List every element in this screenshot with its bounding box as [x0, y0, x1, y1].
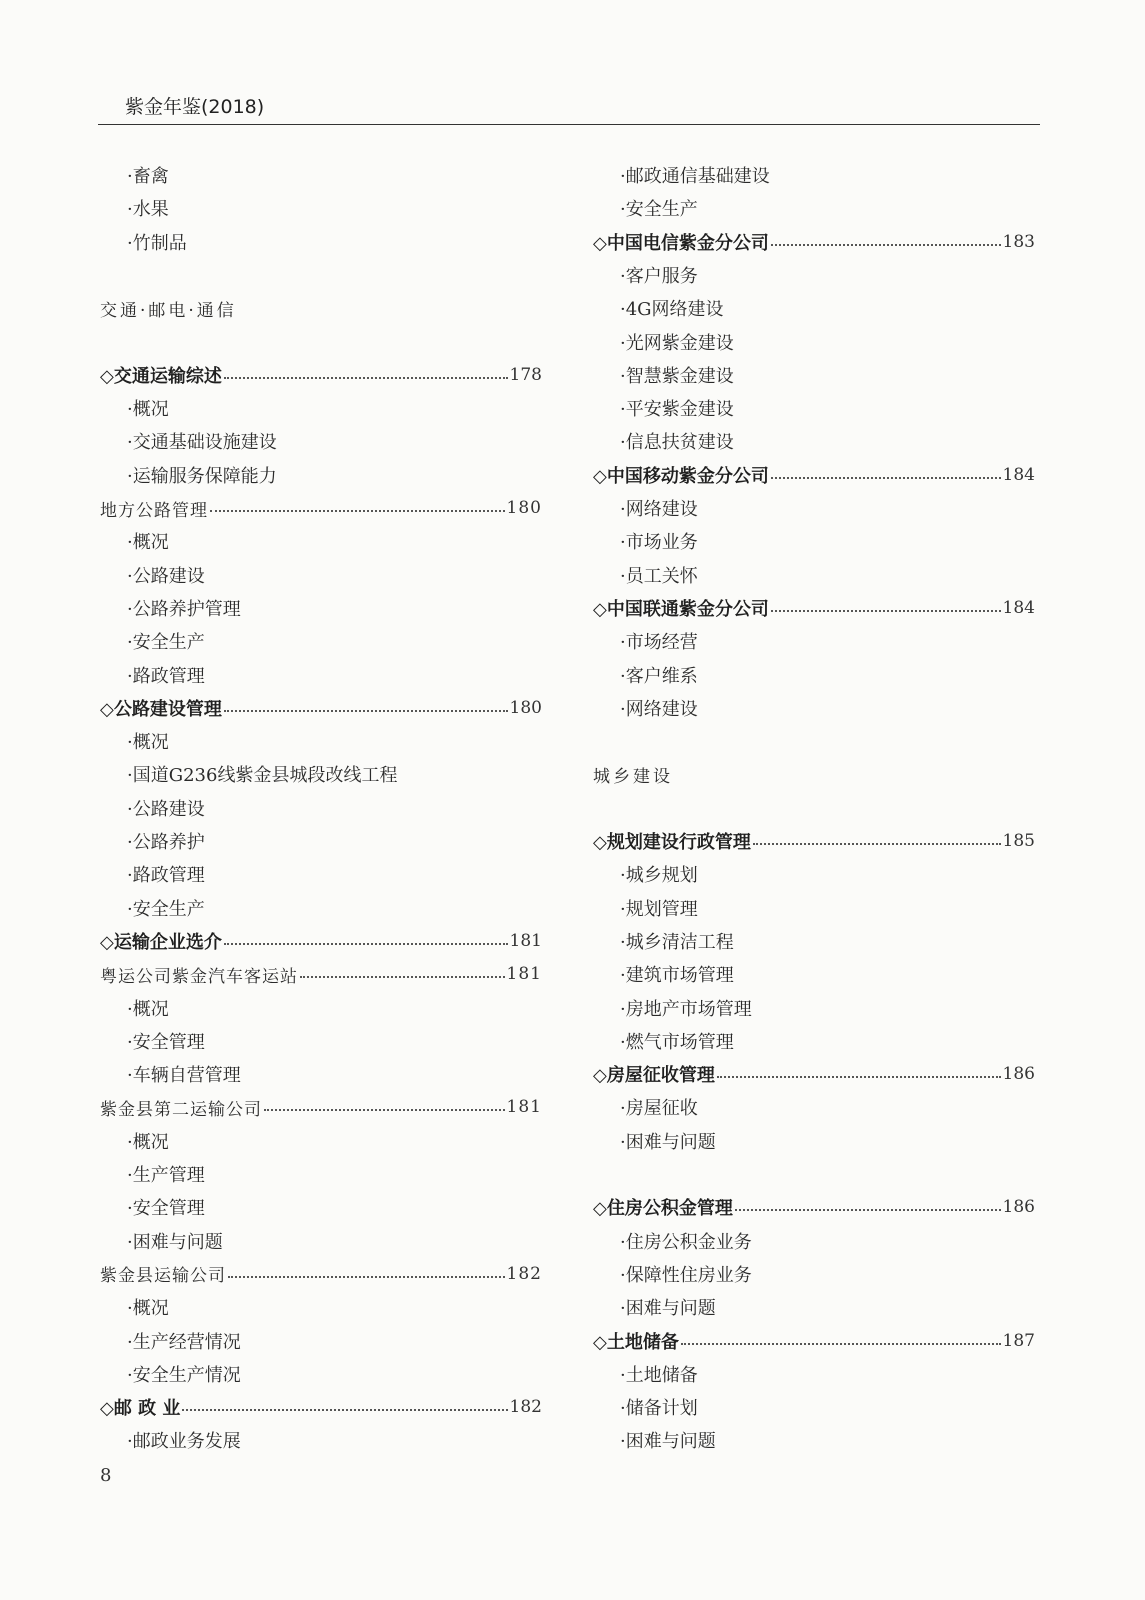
toc-item [593, 926, 1035, 956]
toc-entry-label: ·概况 [127, 532, 169, 554]
toc-page-number: 181 [506, 964, 542, 985]
toc-entry-label: ·储备计划 [620, 1398, 698, 1420]
toc-entry-label: ·运输服务保障能力 [127, 465, 277, 487]
toc-item [593, 1126, 1035, 1156]
toc-item [593, 893, 1035, 923]
toc-entry-label: ◇规划建设行政管理 [593, 832, 751, 853]
toc-page-number: 181 [509, 930, 542, 951]
toc-section-heading [593, 227, 1035, 257]
toc-item [593, 1092, 1035, 1122]
toc-entry-label: ·生产经营情况 [127, 1331, 241, 1353]
toc-entry-label: ◇土地储备 [593, 1331, 679, 1353]
toc-entry-label: ·安全管理 [127, 1031, 205, 1053]
toc-entry-label: ·交通基础设施建设 [127, 432, 277, 454]
toc-section-heading [100, 360, 542, 390]
dot-leader [224, 377, 508, 379]
toc-section-heading [593, 1059, 1035, 1089]
toc-item [100, 526, 542, 556]
toc-page-number: 186 [1002, 1064, 1035, 1085]
dot-leader [182, 1409, 507, 1411]
toc-item [593, 260, 1035, 290]
toc-page-number: 182 [509, 1397, 542, 1418]
toc-entry-label: ·土地储备 [620, 1364, 698, 1386]
dot-leader [224, 943, 508, 945]
toc-item [593, 426, 1035, 456]
toc-item [100, 1192, 542, 1222]
page-number: 8 [100, 1465, 112, 1486]
toc-page-number: 181 [506, 1097, 542, 1118]
toc-entry-label: ·安全生产情况 [127, 1364, 241, 1386]
toc-entry-label: ◇中国移动紫金分公司 [593, 465, 769, 487]
toc-entry-label: ◇中国联通紫金分公司 [593, 598, 769, 620]
toc-item [593, 1259, 1035, 1289]
toc-entry-label: ·安全管理 [127, 1198, 205, 1220]
toc-entry-label: ·建筑市场管理 [620, 965, 734, 987]
toc-item [593, 693, 1035, 723]
toc-page-number: 187 [1002, 1330, 1035, 1351]
header-divider [98, 124, 1040, 125]
toc-entry-label: ·保障性住房业务 [620, 1264, 752, 1286]
toc-page-number: 186 [1002, 1197, 1035, 1218]
dot-leader [717, 1076, 1001, 1078]
toc-entry-label: ·安全生产 [620, 199, 698, 221]
toc-spacer [100, 260, 542, 290]
toc-item [100, 160, 542, 190]
toc-entry-label: ·邮政通信基础建设 [620, 166, 770, 187]
dot-leader [224, 710, 508, 712]
toc-entry-label: ·客户服务 [620, 265, 698, 287]
toc-item [593, 1359, 1035, 1389]
toc-spacer [593, 793, 1035, 823]
toc-category-title [100, 293, 542, 323]
toc-subsection [100, 1259, 542, 1289]
toc-entry-label: ·平安紫金建设 [620, 399, 734, 421]
toc-entry-label: ·燃气市场管理 [620, 1031, 734, 1053]
toc-item [593, 1392, 1035, 1422]
running-header-title: 紫金年鉴(2018) [125, 96, 265, 118]
toc-item [100, 1026, 542, 1056]
toc-item [100, 1425, 542, 1455]
toc-entry-label: ·房屋征收 [620, 1098, 698, 1120]
toc-section-heading [593, 593, 1035, 623]
toc-category-title [593, 759, 1035, 789]
toc-entry-label: ·市场经营 [620, 632, 698, 654]
toc-entry-label: ·智慧紫金建设 [620, 365, 734, 387]
toc-item [100, 826, 542, 856]
toc-entry-label: ◇公路建设管理 [100, 698, 222, 720]
toc-item [593, 493, 1035, 523]
toc-entry-label: ·概况 [127, 1298, 169, 1320]
toc-entry-label: ·客户维系 [620, 665, 698, 687]
toc-item [593, 360, 1035, 390]
toc-entry-label: ·竹制品 [127, 232, 187, 254]
toc-entry-label: ·车辆自营管理 [127, 1065, 241, 1087]
toc-entry-label: ·网络建设 [620, 698, 698, 720]
dot-leader [210, 510, 505, 512]
toc-item [593, 293, 1035, 323]
toc-entry-label: ·光网紫金建设 [620, 332, 734, 354]
toc-entry-label: ·困难与问题 [127, 1231, 223, 1253]
toc-entry-label: ·畜禽 [127, 166, 169, 187]
toc-item [593, 959, 1035, 989]
toc-item [100, 1159, 542, 1189]
dot-leader [300, 976, 505, 978]
toc-section-heading [593, 460, 1035, 490]
toc-item [593, 859, 1035, 889]
toc-section-heading [593, 1326, 1035, 1356]
toc-item [100, 726, 542, 756]
toc-subsection [100, 959, 542, 989]
toc-entry-label: ◇中国电信紫金分公司 [593, 232, 769, 254]
toc-subsection [100, 1092, 542, 1122]
toc-item [593, 1292, 1035, 1322]
toc-item [593, 193, 1035, 223]
toc-item [100, 1326, 542, 1356]
toc-item [100, 593, 542, 623]
toc-entry-label: 地方公路管理 [100, 500, 208, 521]
dot-leader [264, 1109, 505, 1111]
dot-leader [735, 1209, 1001, 1211]
toc-item [593, 1425, 1035, 1455]
toc-entry-label: ·住房公积金业务 [620, 1231, 752, 1253]
toc-entry-label: ·水果 [127, 199, 169, 221]
toc-entry-label: ·规划管理 [620, 898, 698, 920]
dot-leader [681, 1343, 1001, 1345]
toc-item [593, 160, 1035, 190]
toc-entry-label: ◇邮 政 业 [100, 1398, 181, 1420]
toc-item [100, 1126, 542, 1156]
toc-item [100, 859, 542, 889]
toc-entry-label: 城乡建设 [593, 766, 673, 787]
toc-spacer [100, 327, 542, 357]
toc-item [593, 626, 1035, 656]
toc-entry-label: ·路政管理 [127, 665, 205, 687]
dot-leader [228, 1276, 505, 1278]
toc-page-number: 178 [509, 364, 542, 385]
toc-entry-label: ·概况 [127, 998, 169, 1020]
dot-leader [771, 244, 1001, 246]
toc-page-number: 180 [506, 498, 542, 518]
toc-entry-label: ·困难与问题 [620, 1431, 716, 1453]
toc-entry-label: ·房地产市场管理 [620, 998, 752, 1020]
toc-entry-label: ·安全生产 [127, 632, 205, 654]
toc-item [100, 759, 542, 789]
toc-page-number: 184 [1002, 464, 1035, 485]
toc-item [100, 626, 542, 656]
toc-item [593, 560, 1035, 590]
toc-item [593, 327, 1035, 357]
toc-item [100, 393, 542, 423]
toc-entry-label: ·概况 [127, 1131, 169, 1153]
toc-item [100, 426, 542, 456]
toc-entry-label: 粤运公司紫金汽车客运站 [100, 966, 298, 987]
toc-item [100, 460, 542, 490]
toc-entry-label: ◇运输企业选介 [100, 931, 222, 953]
dot-leader [753, 843, 1001, 845]
toc-entry-label: ·安全生产 [127, 898, 205, 920]
toc-section-heading [100, 693, 542, 723]
toc-item [593, 1226, 1035, 1256]
toc-page-number: 185 [1002, 831, 1035, 851]
toc-item [100, 1059, 542, 1089]
toc-entry-label: ◇房屋征收管理 [593, 1065, 715, 1087]
dot-leader [771, 610, 1001, 612]
toc-entry-label: ·邮政业务发展 [127, 1431, 241, 1453]
toc-item [100, 993, 542, 1023]
toc-entry-label: ·国道G236线紫金县城段改线工程 [127, 765, 398, 787]
toc-item [593, 526, 1035, 556]
toc-entry-label: ·4G网络建设 [620, 299, 724, 321]
toc-item [100, 1359, 542, 1389]
toc-item [100, 1292, 542, 1322]
toc-entry-label: ·城乡规划 [620, 865, 698, 887]
toc-spacer [593, 1159, 1035, 1189]
toc-item [593, 1026, 1035, 1056]
toc-entry-label: ·困难与问题 [620, 1131, 716, 1153]
toc-entry-label: ·路政管理 [127, 865, 205, 887]
toc-entry-label: ·城乡清洁工程 [620, 931, 734, 953]
toc-item [100, 560, 542, 590]
toc-page-number: 184 [1002, 597, 1035, 618]
toc-entry-label: ·公路建设 [127, 798, 205, 820]
toc-entry-label: ·信息扶贫建设 [620, 432, 734, 454]
toc-page-number: 183 [1002, 231, 1035, 252]
toc-entry-label: ·概况 [127, 399, 169, 421]
toc-entry-label: ·困难与问题 [620, 1298, 716, 1320]
toc-section-heading [593, 826, 1035, 856]
toc-item [100, 660, 542, 690]
toc-section-heading [100, 926, 542, 956]
toc-entry-label: ◇交通运输综述 [100, 365, 222, 387]
toc-item [593, 393, 1035, 423]
toc-entry-label: ·公路养护管理 [127, 598, 241, 620]
toc-item [100, 193, 542, 223]
toc-section-heading [593, 1192, 1035, 1222]
toc-entry-label: 紫金县第二运输公司 [100, 1099, 262, 1120]
toc-page-number: 182 [506, 1263, 542, 1284]
toc-entry-label: ·网络建设 [620, 499, 698, 520]
toc-entry-label: ·概况 [127, 732, 169, 754]
toc-entry-label: ·员工关怀 [620, 565, 698, 587]
toc-item [100, 793, 542, 823]
toc-item [593, 660, 1035, 690]
toc-entry-label: 交通·邮电·通信 [100, 300, 237, 321]
toc-entry-label: 紫金县运输公司 [100, 1266, 226, 1287]
toc-item [100, 1226, 542, 1256]
toc-entry-label: ·公路建设 [127, 565, 205, 587]
toc-entry-label: ·生产管理 [127, 1165, 205, 1186]
dot-leader [771, 477, 1001, 479]
toc-section-heading [100, 1392, 542, 1422]
toc-item [593, 993, 1035, 1023]
toc-item [100, 227, 542, 257]
toc-subsection [100, 493, 542, 523]
toc-entry-label: ·公路养护 [127, 832, 205, 853]
toc-entry-label: ·市场业务 [620, 532, 698, 554]
toc-spacer [593, 726, 1035, 756]
toc-item [100, 893, 542, 923]
toc-page-number: 180 [509, 697, 542, 718]
toc-entry-label: ◇住房公积金管理 [593, 1198, 733, 1220]
